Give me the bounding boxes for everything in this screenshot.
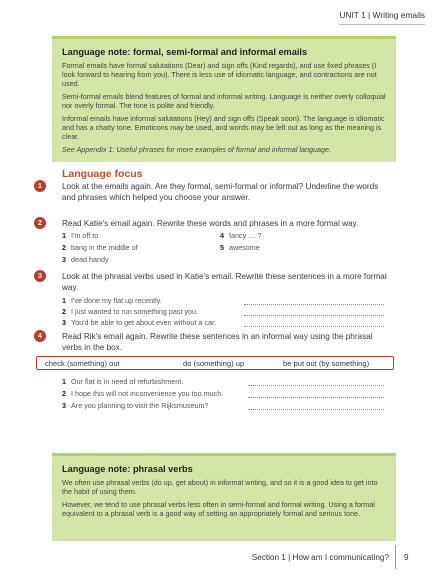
list-item: 3 Are you planning to visit the Rijksmuseum? xyxy=(62,401,209,410)
exercise-2-instruction: Read Katie's email again. Rewrite these words and phrases in a more formal way. xyxy=(62,219,359,228)
footer-divider xyxy=(395,545,396,569)
list-item: 1 I'm off to xyxy=(62,231,99,240)
language-note-emails xyxy=(52,36,396,162)
list-item: 3 You'd be able to get about even without a car. xyxy=(62,318,216,327)
box-phrase: do (something) up xyxy=(183,359,245,368)
exercise-1-instruction: Look at the emails again. Are they formal, semi-formal or informal? Underline the words and phrases which helped you choose your answer. xyxy=(62,182,379,202)
note-paragraph-semiformal: Semi-formal emails blend features of formal and informal writing. Language is neither overly colloquial nor overly formal. The tone is polite and friendly. xyxy=(62,92,386,110)
list-item: 1 I've done my flat up recently. xyxy=(62,296,162,305)
answer-line[interactable] xyxy=(248,385,384,386)
box-phrase: be put out (by something) xyxy=(283,359,370,368)
answer-line[interactable] xyxy=(248,409,384,410)
answer-line[interactable] xyxy=(244,326,384,327)
page-number: 9 xyxy=(404,553,409,562)
note-paragraph-formal-use: However, we tend to use phrasal verbs less often in semi-formal and formal writing. Using a formal equivalent to a phrasal verb is a good way of setting an appropriately formal and serious tone. xyxy=(62,500,375,518)
exercise-number-badge: 3 xyxy=(34,270,46,282)
note-title: Language note: phrasal verbs xyxy=(62,464,193,474)
exercise-number-badge: 1 xyxy=(34,180,46,192)
exercise-4-instruction: Read Rik's email again. Rewrite these sentences in an informal way using the phrasal verbs in the box. xyxy=(62,332,373,352)
list-item: 3 dead handy xyxy=(62,255,109,264)
note-title: Language note: formal, semi-formal and informal emails xyxy=(62,47,308,57)
exercise-number-badge: 2 xyxy=(34,217,46,229)
answer-line[interactable] xyxy=(244,315,384,316)
unit-title: UNIT 1 | Writing emails xyxy=(339,10,425,20)
note-top-bar xyxy=(52,36,396,39)
list-item: 2 I just wanted to run something past you. xyxy=(62,307,199,316)
list-item: 5 awesome xyxy=(220,243,260,252)
running-header xyxy=(339,10,425,20)
answer-line[interactable] xyxy=(248,397,384,398)
note-paragraph-informal-use: We often use phrasal verbs (do up, get about) in informal writing, and so it is a good idea to get into the habit of using them. xyxy=(62,478,378,496)
note-paragraph-informal: Informal emails have informal salutations (Hey) and sign offs (Speak soon). The language is idiomatic and has a chatty tone. Emoticons may be used, and words may be left out as long as the meaning is clear. xyxy=(62,114,385,141)
list-item: 2 bang in the middle of xyxy=(62,243,138,252)
language-note-phrasal-verbs xyxy=(52,453,396,541)
phrasal-verb-box xyxy=(36,356,394,370)
exercise-number-badge: 4 xyxy=(34,330,46,342)
list-item: 1 Our flat is in need of refurbishment. xyxy=(62,377,184,386)
note-appendix-ref: See Appendix 1: Useful phrases for more examples of formal and informal language. xyxy=(62,145,332,154)
answer-line[interactable] xyxy=(244,304,384,305)
list-item: 4 fancy … ? xyxy=(220,231,262,240)
exercise-3-instruction: Look at the phrasal verbs used in Katie's email. Rewrite these sentences in a more formal way. xyxy=(62,272,387,292)
note-top-bar xyxy=(52,453,396,456)
box-phrase: check (something) out xyxy=(45,359,120,368)
list-item: 2 I hope this will not inconvenience you too much. xyxy=(62,389,224,398)
note-paragraph-formal: Formal emails have formal salutations (Dear) and sign offs (Kind regards), and use fixed phrases (I look forward to hearing from you). There is less use of idiomatic language, and contractions are not used. xyxy=(62,61,377,88)
footer-section-title: Section 1 | How am I communicating? xyxy=(251,553,389,562)
header-rule xyxy=(339,24,425,25)
section-title-language-focus: Language focus xyxy=(62,168,143,180)
